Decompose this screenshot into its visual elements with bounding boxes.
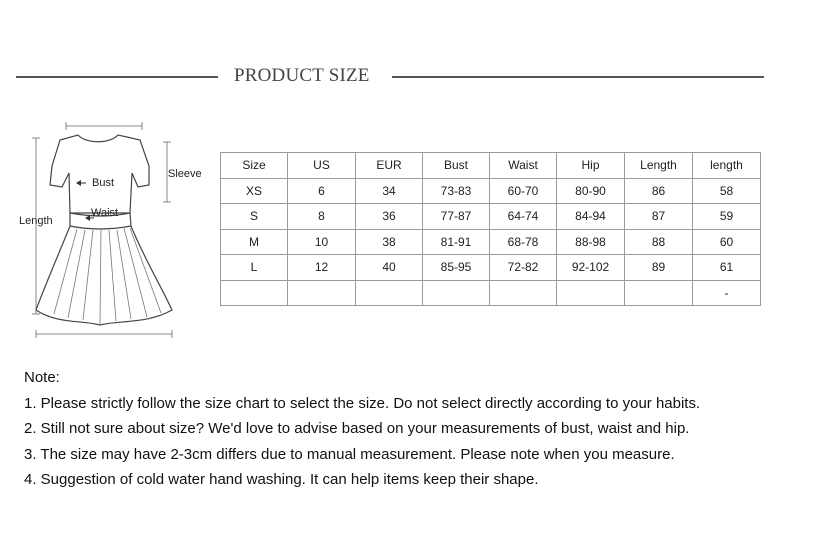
dress-measurement-diagram <box>12 118 212 343</box>
size-chart-table <box>220 152 761 306</box>
table-cell: 10 <box>288 229 356 255</box>
length-label: Length <box>19 215 53 227</box>
table-cell: 86 <box>625 178 693 204</box>
waist-label: Waist <box>91 207 119 219</box>
note-item: 2. Still not sure about size? We'd love to advise based on your measurements of bust, waist and hip. <box>24 420 690 437</box>
table-cell: XS <box>221 178 288 204</box>
column-header: US <box>288 153 356 179</box>
column-header: Size <box>221 153 288 179</box>
table-cell <box>625 280 693 306</box>
table-cell: 85-95 <box>423 255 490 281</box>
table-cell: 59 <box>693 204 761 230</box>
table-cell: L <box>221 255 288 281</box>
table-cell: 36 <box>356 204 423 230</box>
table-cell: 6 <box>288 178 356 204</box>
table-cell <box>490 280 557 306</box>
table-cell: 88-98 <box>557 229 625 255</box>
table-cell: 89 <box>625 255 693 281</box>
column-header: Bust <box>423 153 490 179</box>
table-cell <box>356 280 423 306</box>
header-rule-left <box>16 76 218 78</box>
table-cell: 34 <box>356 178 423 204</box>
note-item: 1. Please strictly follow the size chart to select the size. Do not select directly according to your habits. <box>24 394 701 412</box>
column-header: EUR <box>356 153 423 179</box>
table-cell: 8 <box>288 204 356 230</box>
table-row <box>221 280 761 306</box>
column-header: Length <box>625 153 693 179</box>
table-cell: 68-78 <box>490 229 557 255</box>
table-cell: 77-87 <box>423 204 490 230</box>
table-cell: 73-83 <box>423 178 490 204</box>
table-cell: 40 <box>356 255 423 281</box>
table-cell: 87 <box>625 204 693 230</box>
table-cell: 88 <box>625 229 693 255</box>
table-cell: 12 <box>288 255 356 281</box>
table-cell: M <box>221 229 288 255</box>
table-row <box>221 178 761 204</box>
column-header: Waist <box>490 153 557 179</box>
note-item: 4. Suggestion of cold water hand washing. It can help items keep their shape. <box>24 471 539 488</box>
note-item: 3. The size may have 2-3cm differs due to manual measurement. Please note when you measure. <box>24 445 675 463</box>
header-rule-right <box>392 76 764 78</box>
table-cell: 60-70 <box>490 178 557 204</box>
notes-section <box>24 368 700 496</box>
table-cell: 64-74 <box>490 204 557 230</box>
page-title: PRODUCT SIZE <box>234 65 370 86</box>
column-header: length <box>693 153 761 179</box>
table-row <box>221 255 761 281</box>
table-cell: 60 <box>693 229 761 255</box>
table-cell: 72-82 <box>490 255 557 281</box>
column-header: Hip <box>557 153 625 179</box>
table-row <box>221 204 761 230</box>
table-cell <box>423 280 490 306</box>
table-cell: 80-90 <box>557 178 625 204</box>
table-cell: S <box>221 204 288 230</box>
table-header-row <box>221 153 761 179</box>
table-cell: 84-94 <box>557 204 625 230</box>
table-cell <box>221 280 288 306</box>
sleeve-label: Sleeve <box>168 168 202 180</box>
table-cell: 61 <box>693 255 761 281</box>
notes-heading: Note: <box>24 369 60 386</box>
table-cell: 92-102 <box>557 255 625 281</box>
table-row <box>221 229 761 255</box>
table-cell <box>557 280 625 306</box>
table-cell: 81-91 <box>423 229 490 255</box>
table-cell: 38 <box>356 229 423 255</box>
table-cell <box>288 280 356 306</box>
bust-label: Bust <box>92 177 115 189</box>
table-cell: - <box>693 280 761 306</box>
table-cell: 58 <box>693 178 761 204</box>
dress-outline-icon <box>12 118 212 343</box>
